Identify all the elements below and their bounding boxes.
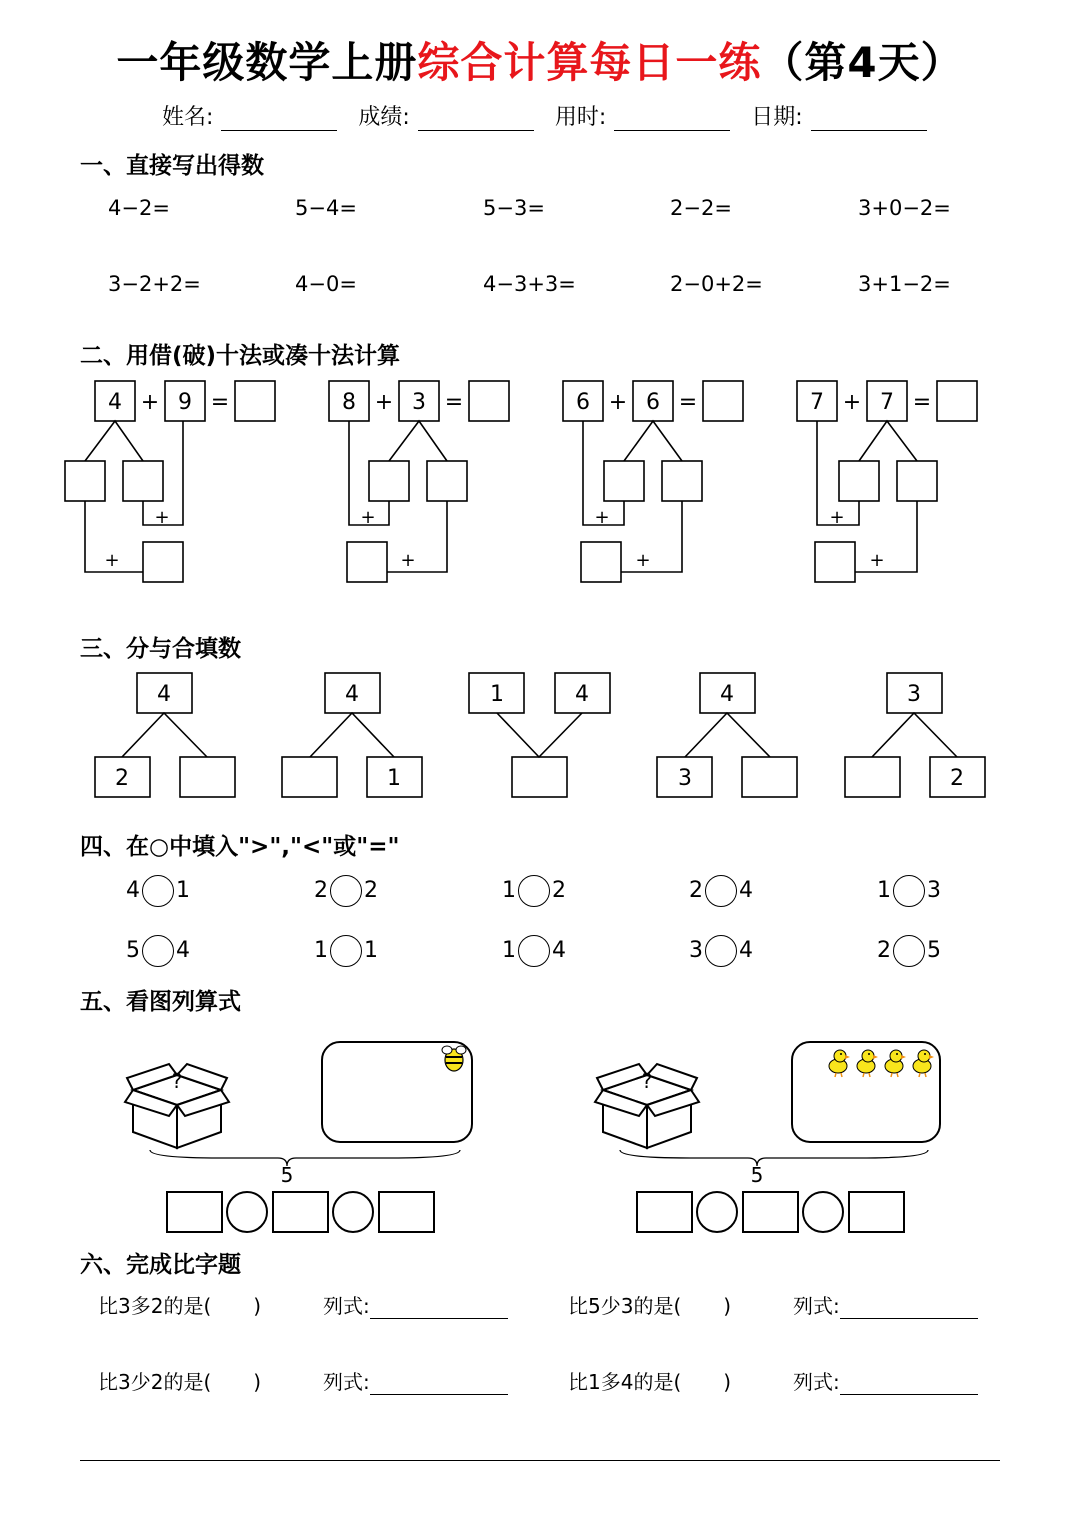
total-value: 5: [280, 1163, 294, 1187]
bottom-divider: [80, 1460, 1000, 1461]
direct-eq[interactable]: 5−4=: [295, 196, 357, 220]
plus-sign: +: [374, 390, 394, 415]
ten-problem-1: [65, 381, 275, 582]
bottom-box[interactable]: [282, 757, 337, 797]
score-blank[interactable]: [418, 110, 534, 131]
addend-b: 7: [880, 390, 894, 415]
formula-field[interactable]: 列式:: [323, 1366, 508, 1395]
compare-circle[interactable]: [893, 935, 925, 967]
total-brace: [620, 1150, 928, 1166]
split-box[interactable]: [123, 461, 163, 501]
operator-circle[interactable]: [227, 1192, 267, 1232]
equals-sign: =: [678, 390, 698, 415]
result-box[interactable]: [581, 542, 621, 582]
compare-item: 4 1: [126, 873, 190, 909]
answer-box[interactable]: [235, 381, 275, 421]
section-2-heading: 二、用借(破)十法或凑十法计算: [80, 343, 401, 369]
compare-circle[interactable]: [142, 875, 174, 907]
compare-item: 1 2: [502, 873, 566, 909]
formula-field[interactable]: 列式:: [793, 1290, 978, 1319]
compare-circle[interactable]: [330, 875, 362, 907]
split-top-value: 4: [345, 682, 359, 707]
ten-method-diagrams: [0, 370, 1080, 600]
compare-item: 1 3: [877, 873, 941, 909]
split-box[interactable]: [897, 461, 937, 501]
split-top-value: 3: [907, 682, 921, 707]
compare-circle[interactable]: [893, 875, 925, 907]
word-question: 比5少3的是( ): [568, 1294, 732, 1318]
formula-field[interactable]: 列式:: [323, 1290, 508, 1319]
compare-circle[interactable]: [705, 935, 737, 967]
date-field[interactable]: 日期:: [751, 100, 926, 131]
addend-a: 8: [342, 390, 356, 415]
split-box[interactable]: [427, 461, 467, 501]
split-box[interactable]: [662, 461, 702, 501]
title-suffix: （第4天）: [761, 38, 964, 87]
title-black: 一年级数学上册: [116, 38, 418, 87]
answer-box[interactable]: [937, 381, 977, 421]
result-box[interactable]: [143, 542, 183, 582]
operator-circle[interactable]: [803, 1192, 843, 1232]
info-line: [162, 100, 941, 131]
answer-box[interactable]: [167, 1192, 222, 1232]
operator-circle[interactable]: [333, 1192, 373, 1232]
split-top-value: 4: [720, 682, 734, 707]
plus-sign: +: [400, 550, 416, 571]
section-3-heading: 三、分与合填数: [80, 636, 241, 662]
addend-b: 6: [646, 390, 660, 415]
bottom-box[interactable]: [180, 757, 235, 797]
section-6-heading: 六、完成比字题: [80, 1252, 241, 1278]
bottom-box[interactable]: [845, 757, 900, 797]
compare-circle[interactable]: [330, 935, 362, 967]
score-field[interactable]: 成绩:: [358, 100, 533, 131]
plus-sign: +: [594, 507, 610, 528]
title-red: 综合计算每日一练: [417, 38, 762, 87]
compare-circle[interactable]: [142, 935, 174, 967]
formula-line[interactable]: [840, 1300, 978, 1319]
result-box[interactable]: [815, 542, 855, 582]
total-value: 5: [750, 1163, 764, 1187]
word-question: 比1多4的是( ): [568, 1370, 732, 1394]
bottom-box[interactable]: [742, 757, 797, 797]
split-box[interactable]: [839, 461, 879, 501]
plus-sign: +: [154, 507, 170, 528]
direct-eq[interactable]: 5−3=: [483, 196, 545, 220]
plus-sign: +: [635, 550, 651, 571]
date-blank[interactable]: [811, 110, 927, 131]
compare-item: 2 4: [689, 873, 753, 909]
answer-box[interactable]: [273, 1192, 328, 1232]
split-box[interactable]: [65, 461, 105, 501]
compare-circle[interactable]: [518, 935, 550, 967]
picture-problems: [0, 1030, 1080, 1245]
direct-eq[interactable]: 4−0=: [295, 272, 357, 296]
compare-circle[interactable]: [518, 875, 550, 907]
page-title: [0, 30, 1080, 90]
merge-left-value: 1: [490, 682, 504, 707]
section-5-heading: 五、看图列算式: [80, 989, 241, 1015]
picture-problem-2: [595, 1042, 940, 1232]
compare-item: 1 1: [314, 933, 378, 969]
plus-sign: +: [360, 507, 376, 528]
addend-a: 6: [576, 390, 590, 415]
plus-sign: +: [104, 550, 120, 571]
plus-sign: +: [140, 390, 160, 415]
time-blank[interactable]: [614, 110, 730, 131]
direct-eq[interactable]: 2−2=: [670, 196, 732, 220]
word-question: 比3少2的是( ): [98, 1370, 262, 1394]
compare-item: 5 4: [126, 933, 190, 969]
operator-circle[interactable]: [697, 1192, 737, 1232]
compare-item: 2 5: [877, 933, 941, 969]
split-merge-diagrams: [0, 665, 1080, 805]
addend-b: 3: [412, 390, 426, 415]
compare-item: 2 2: [314, 873, 378, 909]
split-box[interactable]: [369, 461, 409, 501]
section-4-heading: 四、在○中填入">","<"或"=": [80, 834, 400, 860]
compare-item: 1 4: [502, 933, 566, 969]
answer-box[interactable]: [637, 1192, 692, 1232]
equals-sign: =: [444, 390, 464, 415]
split-top-value: 4: [157, 682, 171, 707]
equals-sign: =: [912, 390, 932, 415]
answer-box[interactable]: [379, 1192, 434, 1232]
direct-eq[interactable]: 4−2=: [108, 196, 170, 220]
direct-eq[interactable]: 2−0+2=: [670, 272, 763, 296]
addend-b: 9: [178, 390, 192, 415]
plus-sign: +: [608, 390, 628, 415]
direct-eq[interactable]: 4−3+3=: [483, 272, 576, 296]
answer-box[interactable]: [469, 381, 509, 421]
answer-box[interactable]: [743, 1192, 798, 1232]
formula-line[interactable]: [840, 1376, 978, 1395]
plus-sign: +: [842, 390, 862, 415]
time-field[interactable]: 用时:: [555, 100, 730, 131]
equals-sign: =: [210, 390, 230, 415]
answer-box[interactable]: [703, 381, 743, 421]
split-right-value: 2: [950, 766, 964, 791]
box-question-mark: ?: [641, 1069, 653, 1093]
word-question: 比3多2的是( ): [98, 1294, 262, 1318]
name-field[interactable]: 姓名:: [162, 100, 337, 131]
addend-a: 4: [108, 390, 122, 415]
compare-circle[interactable]: [705, 875, 737, 907]
result-box[interactable]: [347, 542, 387, 582]
split-right-value: 1: [387, 766, 401, 791]
bottom-box[interactable]: [512, 757, 567, 797]
section-1-heading: 一、直接写出得数: [80, 153, 264, 179]
addend-a: 7: [810, 390, 824, 415]
formula-line[interactable]: [370, 1376, 508, 1395]
direct-eq[interactable]: 3+0−2=: [858, 196, 951, 220]
direct-eq[interactable]: 3−2+2=: [108, 272, 201, 296]
name-blank[interactable]: [221, 110, 337, 131]
split-box[interactable]: [604, 461, 644, 501]
formula-field[interactable]: 列式:: [793, 1366, 978, 1395]
total-brace: [150, 1150, 460, 1166]
picture-problem-1: [125, 1042, 472, 1232]
direct-eq[interactable]: 3+1−2=: [858, 272, 951, 296]
formula-line[interactable]: [370, 1300, 508, 1319]
plus-sign: +: [869, 550, 885, 571]
split-left-value: 3: [678, 766, 692, 791]
split-left-value: 2: [115, 766, 129, 791]
answer-box[interactable]: [849, 1192, 904, 1232]
box-question-mark: ?: [171, 1069, 183, 1093]
compare-item: 3 4: [689, 933, 753, 969]
merge-right-value: 4: [575, 682, 589, 707]
plus-sign: +: [829, 507, 845, 528]
